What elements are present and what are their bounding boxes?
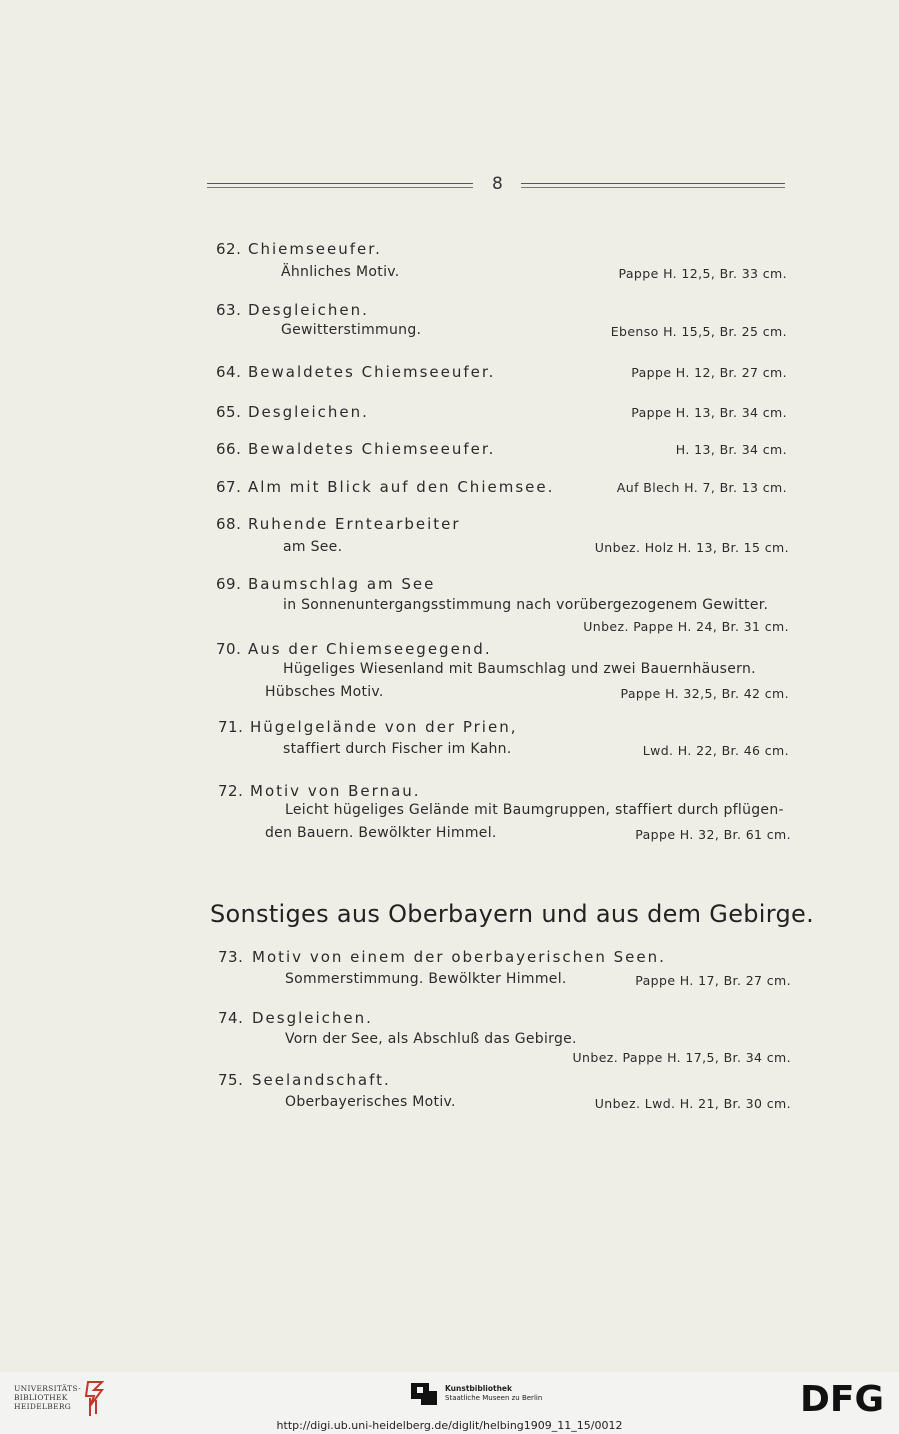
entry-72-title: Motiv von Bernau.: [250, 782, 421, 800]
entry-62-title: Chiemseeufer.: [248, 240, 382, 258]
entry-67-dims: Auf Blech H. 7, Br. 13 cm.: [616, 480, 787, 495]
header-rule-right-2: [521, 187, 785, 188]
entry-64-dims: Pappe H. 12, Br. 27 cm.: [631, 365, 787, 380]
dfg-logo-text: DFG: [800, 1380, 885, 1416]
entry-65-title: Desgleichen.: [248, 403, 369, 421]
entry-63-line-1: Gewitterstimmung.: [281, 322, 422, 338]
entry-75-line-1: Oberbayerisches Motiv.: [285, 1094, 456, 1110]
entry-73-title: Motiv von einem der oberbayerischen Seen.: [252, 948, 666, 966]
entry-67-title: Alm mit Blick auf den Chiemsee.: [248, 478, 555, 496]
entry-66-number: 66.: [216, 440, 242, 458]
entry-70-dims: Pappe H. 32,5, Br. 42 cm.: [620, 686, 789, 701]
entry-63-number: 63.: [216, 301, 242, 319]
kunstbibliothek-logo-icon[interactable]: [411, 1383, 437, 1405]
entry-64-title: Bewaldetes Chiemseeufer.: [248, 363, 496, 381]
entry-63-dims: Ebenso H. 15,5, Br. 25 cm.: [610, 324, 787, 339]
kunstbibliothek-title: Kunstbibliothek: [445, 1384, 513, 1393]
entry-73-dims: Pappe H. 17, Br. 27 cm.: [635, 973, 791, 988]
section-heading: Sonstiges aus Oberbayern und aus dem Gebirge.: [210, 900, 815, 928]
entry-69-number: 69.: [216, 575, 242, 593]
entry-69-dims: Unbez. Pappe H. 24, Br. 31 cm.: [583, 619, 789, 634]
entry-71-title: Hügelgelände von der Prien,: [250, 718, 518, 736]
header-rule-left: [207, 183, 473, 184]
entry-62-number: 62.: [216, 240, 242, 258]
entry-70-number: 70.: [216, 640, 242, 658]
university-line-2: BIBLIOTHEK: [14, 1393, 68, 1402]
entry-66-dims: H. 13, Br. 34 cm.: [675, 442, 787, 457]
entry-72-number: 72.: [218, 782, 244, 800]
entry-65-dims: Pappe H. 13, Br. 34 cm.: [631, 405, 787, 420]
entry-73-number: 73.: [218, 948, 244, 966]
kunstbibliothek-label: [445, 1384, 542, 1403]
entry-74-title: Desgleichen.: [252, 1009, 373, 1027]
entry-74-dims: Unbez. Pappe H. 17,5, Br. 34 cm.: [572, 1050, 791, 1065]
entry-70-line-1: Hügeliges Wiesenland mit Baumschlag und zwei Bauernhäusern.: [283, 661, 756, 677]
university-library-label: [14, 1384, 84, 1411]
entry-64-number: 64.: [216, 363, 242, 381]
entry-72-line-1: Leicht hügeliges Gelände mit Baumgruppen, staffiert durch pflügen-: [285, 802, 784, 818]
university-line-1: UNIVERSITÄTS-: [14, 1384, 81, 1393]
entry-62-line-1: Ähnliches Motiv.: [281, 264, 400, 280]
entry-75-dims: Unbez. Lwd. H. 21, Br. 30 cm.: [594, 1096, 791, 1111]
entry-63-title: Desgleichen.: [248, 301, 369, 319]
entry-72-dims: Pappe H. 32, Br. 61 cm.: [635, 827, 791, 842]
entry-67-number: 67.: [216, 478, 242, 496]
header-rule-right: [521, 183, 785, 184]
university-line-3: HEIDELBERG: [14, 1402, 72, 1411]
header-rule-left-2: [207, 187, 473, 188]
entry-69-title: Baumschlag am See: [248, 575, 436, 593]
entry-71-number: 71.: [218, 718, 244, 736]
entry-68-number: 68.: [216, 515, 242, 533]
entry-73-line-1: Sommerstimmung. Bewölkter Himmel.: [285, 971, 567, 987]
entry-71-dims: Lwd. H. 22, Br. 46 cm.: [642, 743, 789, 758]
entry-71-line-1: staffiert durch Fischer im Kahn.: [283, 741, 512, 757]
entry-74-number: 74.: [218, 1009, 244, 1027]
permalink-url[interactable]: http://digi.ub.uni-heidelberg.de/diglit/helbing1909_11_15/0012: [276, 1419, 623, 1432]
entry-68-line-1: am See.: [283, 539, 343, 555]
dfg-logo-icon[interactable]: [800, 1380, 886, 1416]
kunstbibliothek-subtitle: Staatliche Museen zu Berlin: [445, 1394, 543, 1402]
entry-70-line-2: Hübsches Motiv.: [265, 684, 384, 700]
entry-62-dims: Pappe H. 12,5, Br. 33 cm.: [618, 266, 787, 281]
university-logo-icon[interactable]: [80, 1378, 110, 1418]
entry-65-number: 65.: [216, 403, 242, 421]
entry-68-title: Ruhende Erntearbeiter: [248, 515, 461, 533]
entry-70-title: Aus der Chiemseegegend.: [248, 640, 492, 658]
entry-75-title: Seelandschaft.: [252, 1071, 391, 1089]
entry-69-line-1: in Sonnenuntergangsstimmung nach vorübergezogenem Gewitter.: [283, 597, 769, 613]
entry-68-dims: Unbez. Holz H. 13, Br. 15 cm.: [594, 540, 789, 555]
entry-72-line-2: den Bauern. Bewölkter Himmel.: [265, 825, 497, 841]
entry-74-line-1: Vorn der See, als Abschluß das Gebirge.: [285, 1031, 577, 1047]
entry-66-title: Bewaldetes Chiemseeufer.: [248, 440, 496, 458]
entry-75-number: 75.: [218, 1071, 244, 1089]
page-number: 8: [492, 174, 503, 194]
